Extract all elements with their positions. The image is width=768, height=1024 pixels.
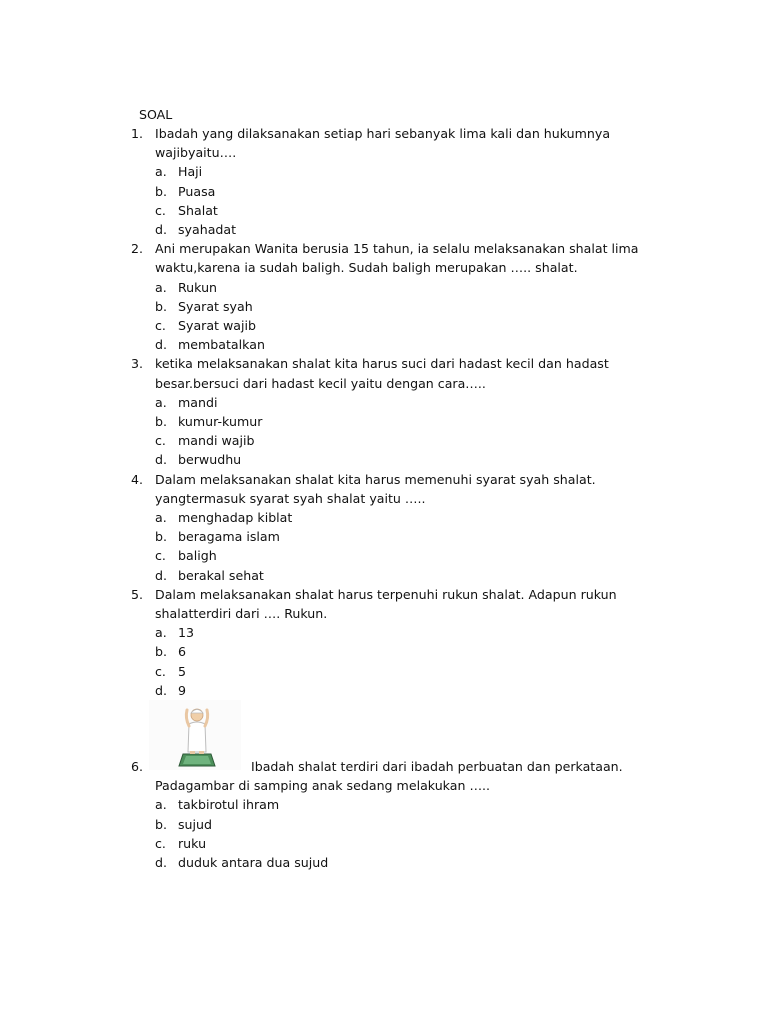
option-text: 5 (178, 663, 187, 679)
option-letter: c. (155, 318, 166, 334)
answer-option-d (131, 566, 651, 585)
question-text: shalatterdiri dari …. Rukun. (155, 606, 328, 622)
question-text: Ibadah yang dilaksanakan setiap hari sebanyak lima kali dan hukumnya (155, 126, 611, 141)
question-text: Dalam melaksanakan shalat harus terpenuhi rukun shalat. Adapun rukun (155, 586, 617, 602)
option-text: 6 (178, 644, 187, 660)
option-text: Puasa (178, 183, 216, 199)
option-letter: b. (155, 644, 167, 660)
answer-option-a (131, 623, 651, 642)
question-text: Ani merupakan Wanita berusia 15 tahun, ia selalu melaksanakan shalat lima (155, 241, 639, 257)
option-text: sujud (178, 816, 213, 832)
question-text: ketika melaksanakan shalat kita harus suci dari hadast kecil dan hadast (155, 356, 609, 372)
answer-option-d (131, 220, 651, 239)
question-text: Ibadah shalat terdiri dari ibadah perbuatan dan perkataan. (251, 759, 623, 775)
option-text: Rukun (178, 279, 218, 295)
option-letter: b. (155, 529, 167, 545)
option-letter: c. (155, 548, 166, 564)
option-letter: c. (155, 202, 166, 218)
option-text: menghadap kiblat (178, 510, 293, 526)
answer-option-c (131, 662, 651, 681)
answer-option-a (131, 278, 651, 297)
option-text: 13 (178, 625, 195, 641)
question-line (131, 604, 651, 623)
answer-option-d (131, 335, 651, 354)
page-title: SOAL (139, 107, 173, 122)
question-5 (131, 585, 651, 700)
answer-option-c (131, 431, 651, 450)
option-text: kumur-kumur (178, 414, 263, 430)
question-4 (131, 470, 651, 585)
option-text: mandi wajib (178, 433, 255, 449)
answer-option-a (131, 393, 651, 412)
option-text: syahadat (178, 222, 237, 238)
question-line (131, 585, 651, 604)
question-line (131, 354, 651, 373)
option-letter: a. (155, 279, 167, 295)
question-line (131, 374, 651, 393)
option-text: Shalat (178, 202, 218, 218)
option-letter: c. (155, 835, 166, 851)
question-line (131, 239, 651, 258)
answer-option-a (131, 795, 651, 814)
answer-option-d (131, 681, 651, 700)
option-letter: a. (155, 625, 167, 641)
option-text: mandi (178, 394, 218, 410)
answer-option-b (131, 412, 651, 431)
question-line (131, 470, 651, 489)
option-letter: d. (155, 222, 167, 238)
question-number: 3. (131, 356, 144, 372)
question-3 (131, 354, 651, 469)
question-line (131, 258, 651, 277)
option-text: 9 (178, 682, 187, 698)
question-number: 1. (131, 126, 144, 141)
answer-option-c (131, 316, 651, 335)
answer-option-c (131, 546, 651, 565)
option-letter: a. (155, 164, 167, 180)
question-number: 4. (131, 471, 144, 487)
answer-option-a (131, 508, 651, 527)
answer-option-b (131, 182, 651, 201)
praying-child-illustration (149, 700, 241, 770)
question-text: wajibyaitu…. (155, 145, 237, 161)
question-number: 6. (131, 759, 144, 775)
question-6 (131, 700, 651, 872)
answer-option-c (131, 201, 651, 220)
option-letter: b. (155, 816, 167, 832)
question-line (131, 489, 651, 508)
answer-option-d (131, 450, 651, 469)
answer-option-b (131, 815, 651, 834)
question-text: waktu,karena ia sudah baligh. Sudah baligh merupakan ….. shalat. (155, 260, 578, 276)
question-list (131, 124, 651, 872)
option-text: berakal sehat (178, 567, 264, 583)
option-text: beragama islam (178, 529, 280, 545)
answer-option-d (131, 853, 651, 872)
answer-option-b (131, 527, 651, 546)
option-text: berwudhu (178, 452, 242, 468)
option-text: Haji (178, 164, 203, 180)
option-text: Syarat wajib (178, 318, 257, 334)
option-text: takbirotul ihram (178, 797, 280, 813)
answer-option-b (131, 642, 651, 661)
answer-option-b (131, 297, 651, 316)
option-text: ruku (178, 835, 207, 851)
option-letter: b. (155, 183, 167, 199)
question-1 (131, 124, 651, 239)
question-line (131, 143, 651, 162)
option-text: duduk antara dua sujud (178, 854, 329, 870)
option-text: membatalkan (178, 337, 265, 353)
question-line (131, 124, 651, 143)
option-letter: d. (155, 854, 167, 870)
question-2 (131, 239, 651, 354)
option-letter: b. (155, 414, 167, 430)
option-letter: b. (155, 298, 167, 314)
question-6-header (131, 700, 651, 776)
question-line (131, 776, 651, 795)
option-letter: a. (155, 797, 167, 813)
option-text: baligh (178, 548, 217, 564)
option-letter: d. (155, 567, 167, 583)
option-letter: a. (155, 510, 167, 526)
question-text: yangtermasuk syarat syah shalat yaitu ….. (155, 490, 426, 506)
option-text: Syarat syah (178, 298, 253, 314)
question-text: Dalam melaksanakan shalat kita harus memenuhi syarat syah shalat. (155, 471, 596, 487)
option-letter: d. (155, 337, 167, 353)
answer-option-a (131, 162, 651, 181)
option-letter: d. (155, 682, 167, 698)
question-number: 5. (131, 586, 144, 602)
question-text: besar.bersuci dari hadast kecil yaitu dengan cara….. (155, 375, 486, 391)
question-text: Padagambar di samping anak sedang melakukan ….. (155, 778, 491, 794)
option-letter: c. (155, 433, 166, 449)
option-letter: d. (155, 452, 167, 468)
option-letter: c. (155, 663, 166, 679)
answer-option-c (131, 834, 651, 853)
question-number: 2. (131, 241, 144, 257)
option-letter: a. (155, 394, 167, 410)
